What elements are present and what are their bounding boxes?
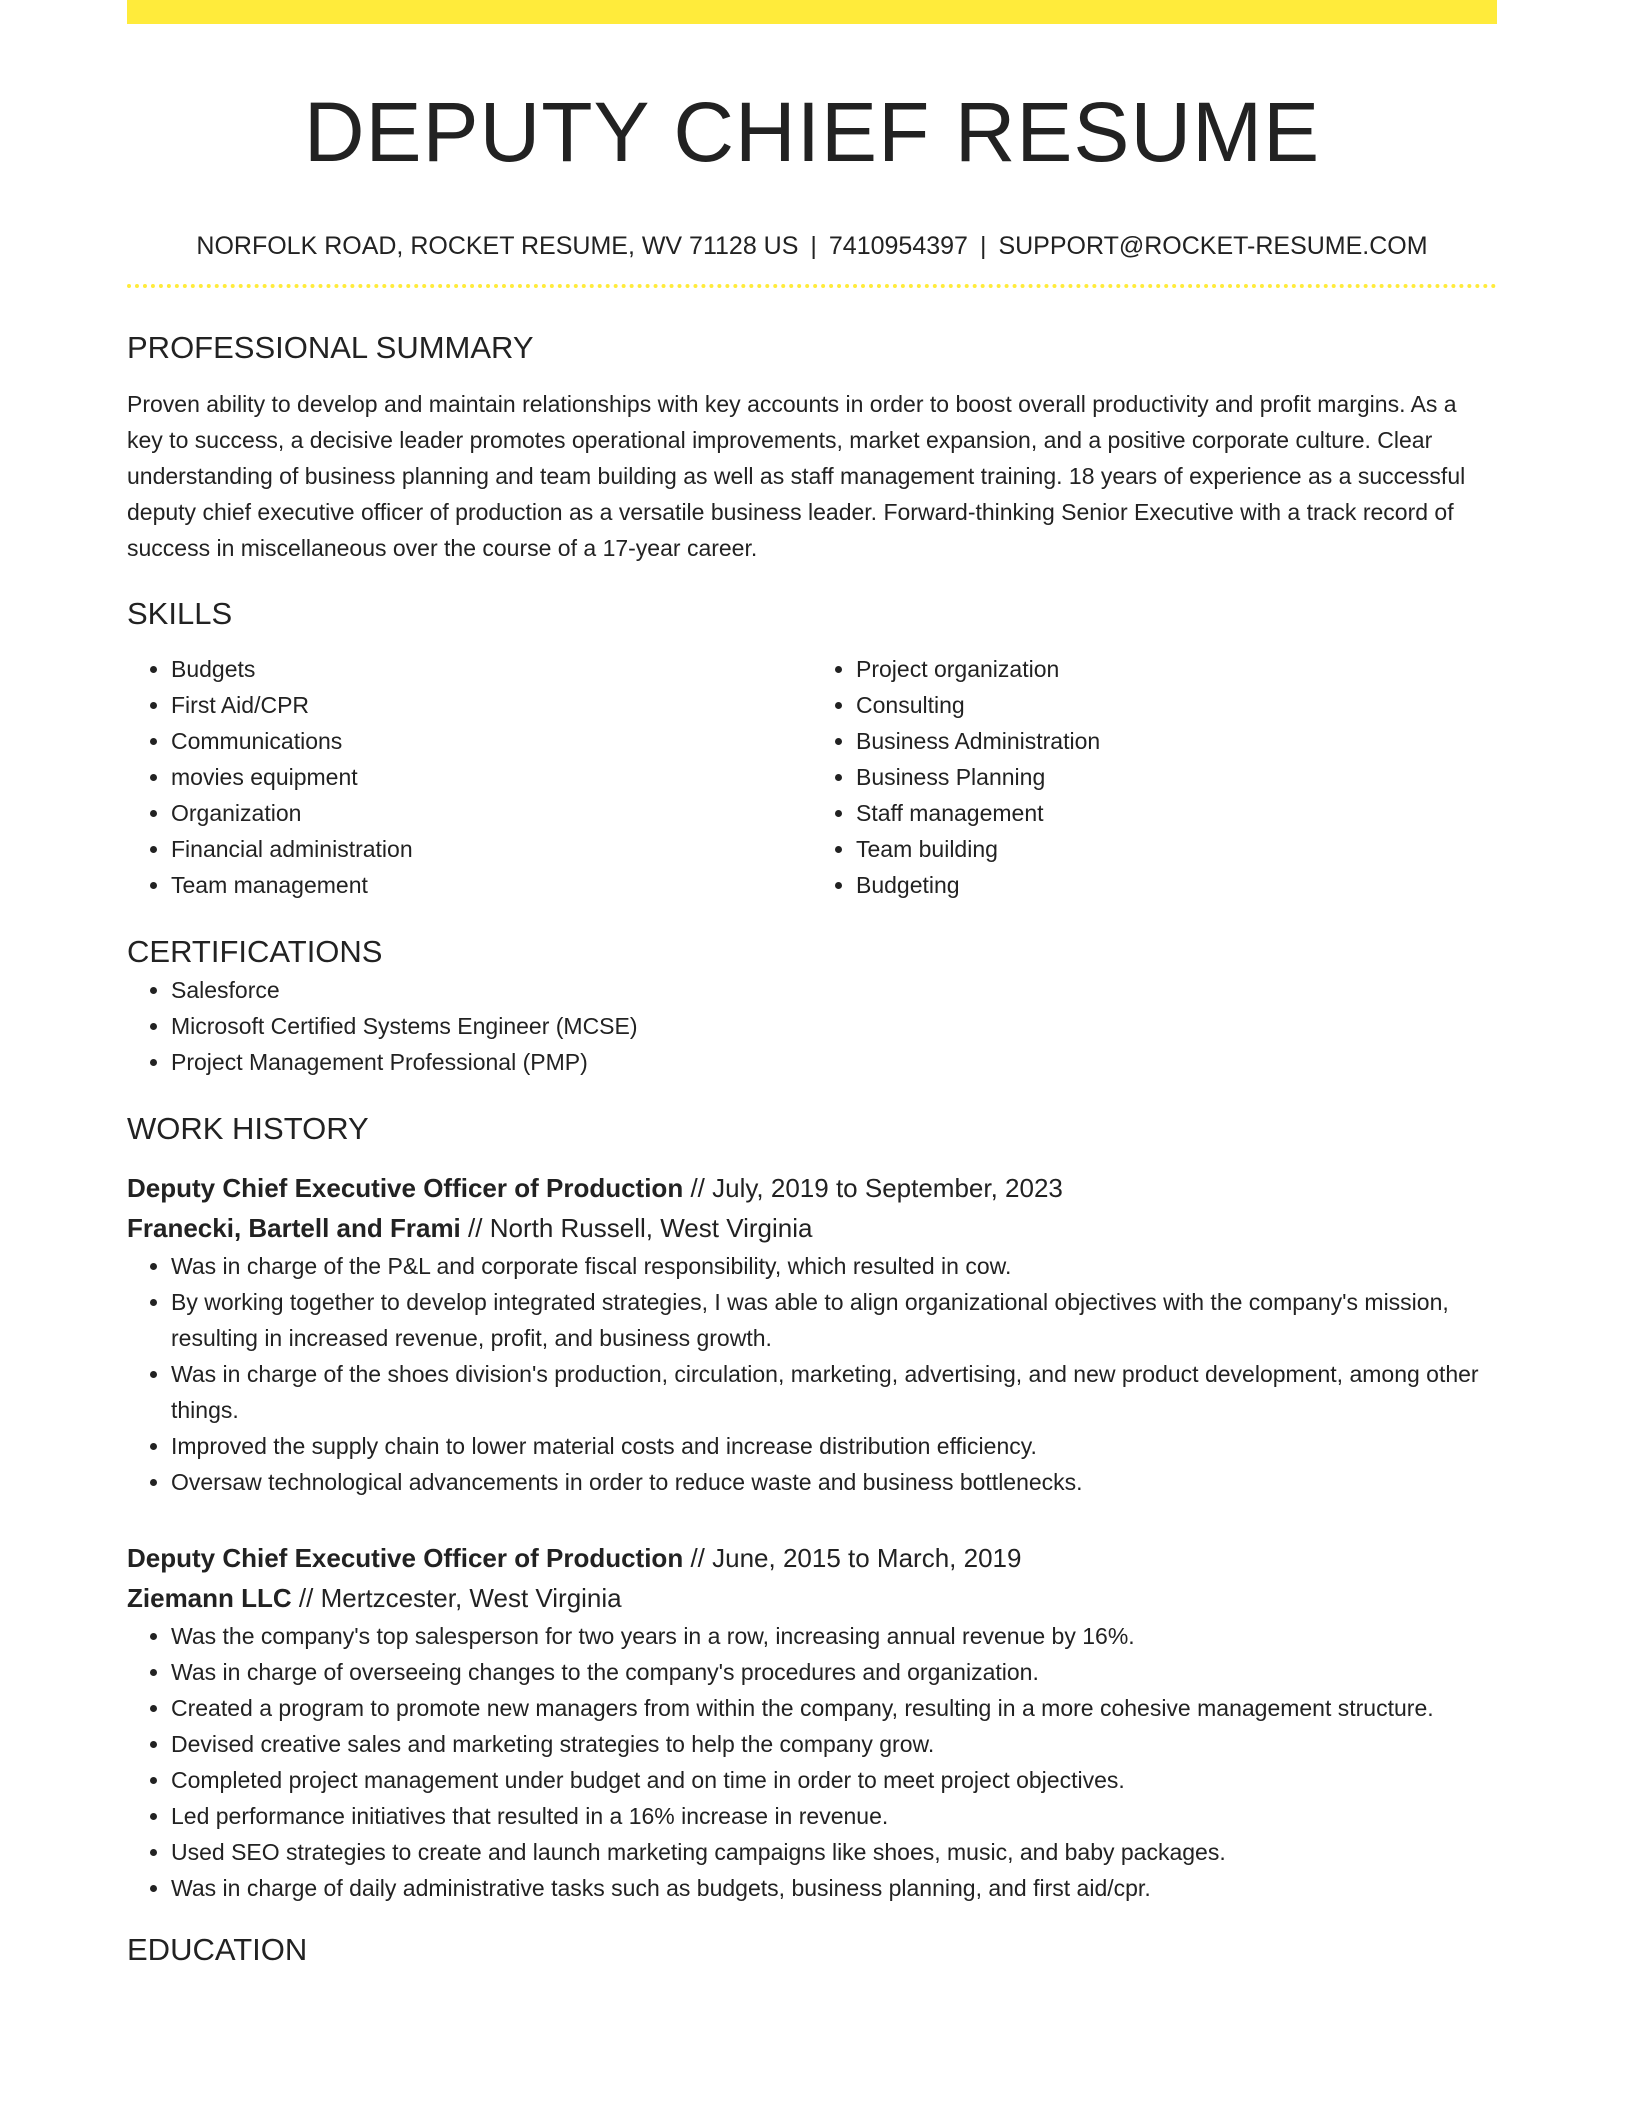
certification-item: • Salesforce <box>171 972 1497 1008</box>
skill-item: • Financial administration <box>171 831 812 867</box>
job-bullet: • Oversaw technological advancements in order to reduce waste and business bottlenecks. <box>171 1464 1497 1500</box>
job-entry <box>127 1168 1497 1500</box>
job-bullet: • Used SEO strategies to create and launch marketing campaigns like shoes, music, and baby packages. <box>171 1834 1497 1870</box>
contact-separator: | <box>810 232 817 260</box>
job-bullet: • Led performance initiatives that resulted in a 16% increase in revenue. <box>171 1798 1497 1834</box>
skill-item: • Project organization <box>856 651 1497 687</box>
skill-item: • Team building <box>856 831 1497 867</box>
skills-columns <box>127 651 1497 903</box>
skill-item: • Business Administration <box>856 723 1497 759</box>
job-bullets <box>127 1248 1497 1500</box>
job-dates: June, 2015 to March, 2019 <box>712 1543 1022 1573</box>
skill-item: • Budgets <box>171 651 812 687</box>
certification-item: • Project Management Professional (PMP) <box>171 1044 1497 1080</box>
job-divider: // <box>690 1543 705 1573</box>
contact-phone: 7410954397 <box>828 232 968 260</box>
job-entry <box>127 1538 1497 1906</box>
dotted-divider <box>127 284 1497 288</box>
skills-list-left <box>127 651 812 903</box>
skills-heading: SKILLS <box>127 596 233 631</box>
job-role: Deputy Chief Executive Officer of Production <box>127 1543 684 1573</box>
job-company-line <box>127 1578 1497 1618</box>
job-bullet: • Completed project management under budget and on time in order to meet project objectives. <box>171 1762 1497 1798</box>
contact-address: NORFOLK ROAD, ROCKET RESUME, WV 71128 US <box>196 232 799 260</box>
job-divider: // <box>298 1583 314 1613</box>
job-bullet: • Was in charge of daily administrative tasks such as budgets, business planning, and first aid/cpr. <box>171 1870 1497 1906</box>
job-location: Mertzcester, West Virginia <box>320 1583 622 1613</box>
resume-title: DEPUTY CHIEF RESUME <box>303 85 1321 179</box>
job-bullet: • Improved the supply chain to lower material costs and increase distribution efficiency. <box>171 1428 1497 1464</box>
top-accent-bar <box>127 0 1497 24</box>
summary-heading: PROFESSIONAL SUMMARY <box>127 330 534 365</box>
job-bullet: • Created a program to promote new managers from within the company, resulting in a more cohesive management structure. <box>171 1690 1497 1726</box>
job-company-line <box>127 1208 1497 1248</box>
job-bullet: • Devised creative sales and marketing strategies to help the company grow. <box>171 1726 1497 1762</box>
summary-text: Proven ability to develop and maintain relationships with key accounts in order to boost overall productivity and profit margins. As a key to success, a decisive leader promotes operational improvements, market expansion, and a positive corporate culture. Clear understanding of business planning and team building as well as staff management training. 18 years of experience as a successful deputy chief executive officer of production as a versatile business leader. Forward-thinking Senior Executive with a track record of success in miscellaneous over the course of a 17-year career. <box>127 391 1466 561</box>
certification-item: • Microsoft Certified Systems Engineer (MCSE) <box>171 1008 1497 1044</box>
job-dates: July, 2019 to September, 2023 <box>712 1173 1063 1203</box>
skill-item: • Budgeting <box>856 867 1497 903</box>
skill-item: • movies equipment <box>171 759 812 795</box>
skill-item: • Team management <box>171 867 812 903</box>
skill-item: • First Aid/CPR <box>171 687 812 723</box>
job-bullets <box>127 1618 1497 1906</box>
job-bullet: • Was in charge of the shoes division's production, circulation, marketing, advertising, and new product development, among other things. <box>171 1356 1497 1428</box>
job-divider: // <box>690 1173 705 1203</box>
skill-item: • Staff management <box>856 795 1497 831</box>
job-role-line <box>127 1538 1497 1578</box>
skill-item: • Communications <box>171 723 812 759</box>
certifications-heading: CERTIFICATIONS <box>127 934 383 969</box>
job-role: Deputy Chief Executive Officer of Production <box>127 1173 684 1203</box>
skill-item: • Business Planning <box>856 759 1497 795</box>
education-heading: EDUCATION <box>127 1932 308 1967</box>
job-company: Franecki, Bartell and Frami <box>127 1213 461 1243</box>
job-bullet: • Was in charge of overseeing changes to the company's procedures and organization. <box>171 1654 1497 1690</box>
job-location: North Russell, West Virginia <box>489 1213 813 1243</box>
job-bullet: • Was in charge of the P&L and corporate fiscal responsibility, which resulted in cow. <box>171 1248 1497 1284</box>
job-divider: // <box>468 1213 483 1243</box>
work-history-heading: WORK HISTORY <box>127 1111 369 1146</box>
contact-separator: | <box>979 232 987 260</box>
skill-item: • Consulting <box>856 687 1497 723</box>
job-company: Ziemann LLC <box>127 1583 292 1613</box>
job-bullet: • Was the company's top salesperson for two years in a row, increasing annual revenue by 16%. <box>171 1618 1497 1654</box>
resume-page <box>127 0 1497 1970</box>
contact-line <box>127 230 1497 262</box>
skills-list-right <box>812 651 1497 903</box>
contact-email: SUPPORT@ROCKET-RESUME.COM <box>998 232 1428 260</box>
certifications-list <box>127 972 1497 1080</box>
job-role-line <box>127 1168 1497 1208</box>
skill-item: • Organization <box>171 795 812 831</box>
job-bullet: • By working together to develop integrated strategies, I was able to align organizational objectives with the company's mission, resulting in increased revenue, profit, and business growth. <box>171 1284 1497 1356</box>
